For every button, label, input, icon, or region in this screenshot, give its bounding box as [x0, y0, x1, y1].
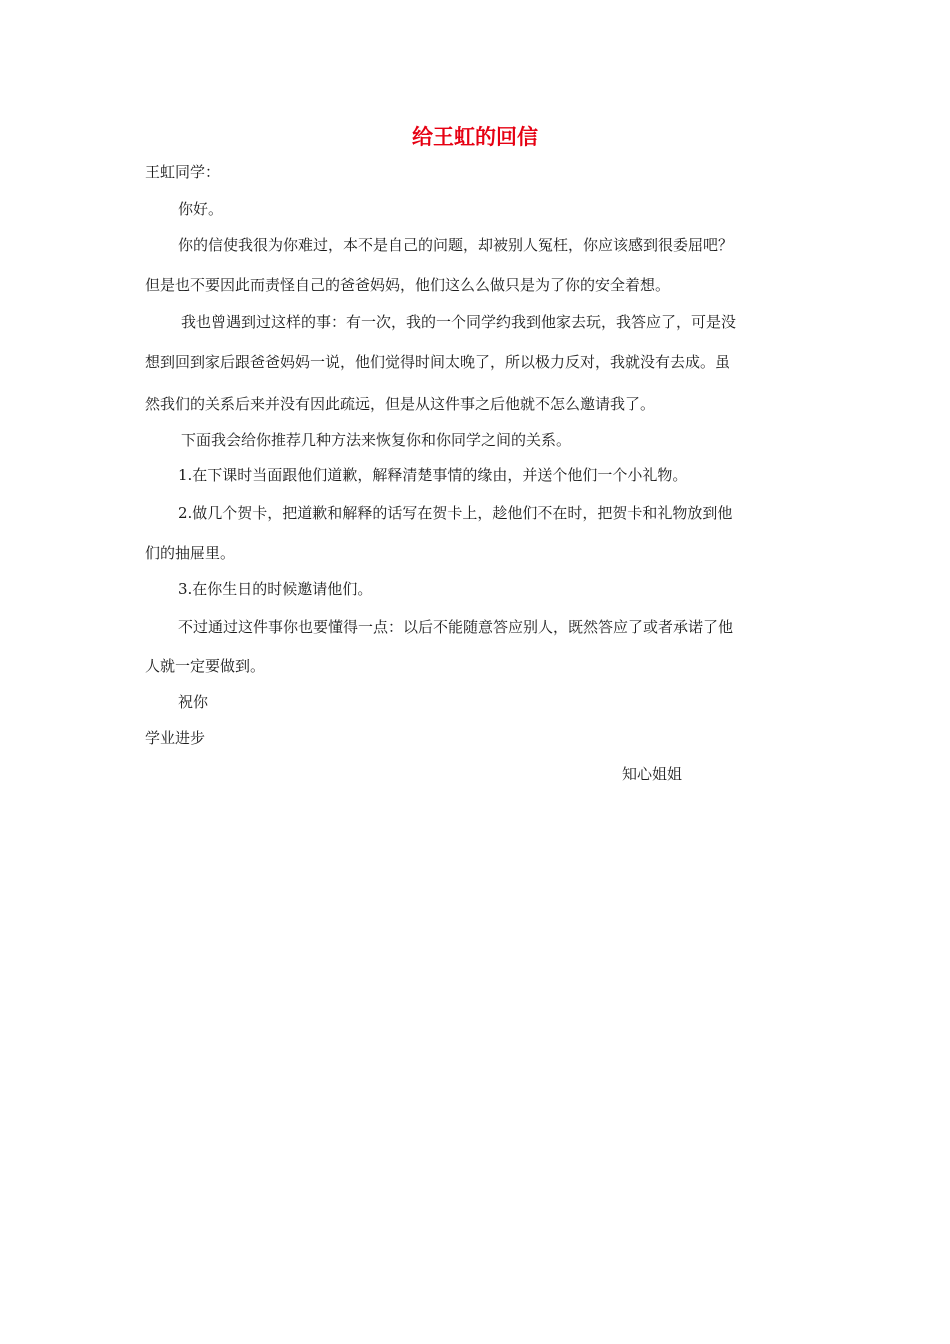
greeting: 你好。	[178, 200, 224, 218]
letter-title: 给王虹的回信	[412, 125, 538, 149]
closing-progress: 学业进步	[145, 729, 206, 747]
paragraph4-line2: 人就一定要做到。	[145, 657, 266, 675]
paragraph2-line2: 想到回到家后跟爸爸妈妈一说，他们觉得时间太晚了，所以极力反对，我就没有去成。虽	[145, 353, 731, 371]
list-item-1: 1.在下课时当面跟他们道歉，解释清楚事情的缘由，并送个他们一个小礼物。	[178, 466, 688, 484]
paragraph2-line1: 我也曾遇到过这样的事：有一次，我的一个同学约我到他家去玩，我答应了，可是没	[181, 313, 737, 331]
paragraph1-line1: 你的信使我很为你难过，本不是自己的问题，却被别人冤枉，你应该感到很委屈吧？	[178, 236, 734, 254]
paragraph1-line2: 但是也不要因此而责怪自己的爸爸妈妈，他们这么么做只是为了你的安全着想。	[145, 276, 671, 294]
closing-wish: 祝你	[178, 693, 209, 711]
list-item-2-line1: 2.做几个贺卡，把道歉和解释的话写在贺卡上，趁他们不在时，把贺卡和礼物放到他	[178, 504, 733, 522]
paragraph3: 下面我会给你推荐几种方法来恢复你和你同学之间的关系。	[181, 431, 572, 449]
paragraph2-line3: 然我们的关系后来并没有因此疏远，但是从这件事之后他就不怎么邀请我了。	[145, 395, 656, 413]
signature: 知心姐姐	[622, 765, 683, 783]
paragraph4-line1: 不过通过这件事你也要懂得一点：以后不能随意答应别人，既然答应了或者承诺了他	[178, 618, 734, 636]
salutation: 王虹同学：	[145, 163, 221, 181]
list-item-2-line2: 们的抽屉里。	[145, 544, 236, 562]
list-item-3: 3.在你生日的时候邀请他们。	[178, 580, 373, 598]
